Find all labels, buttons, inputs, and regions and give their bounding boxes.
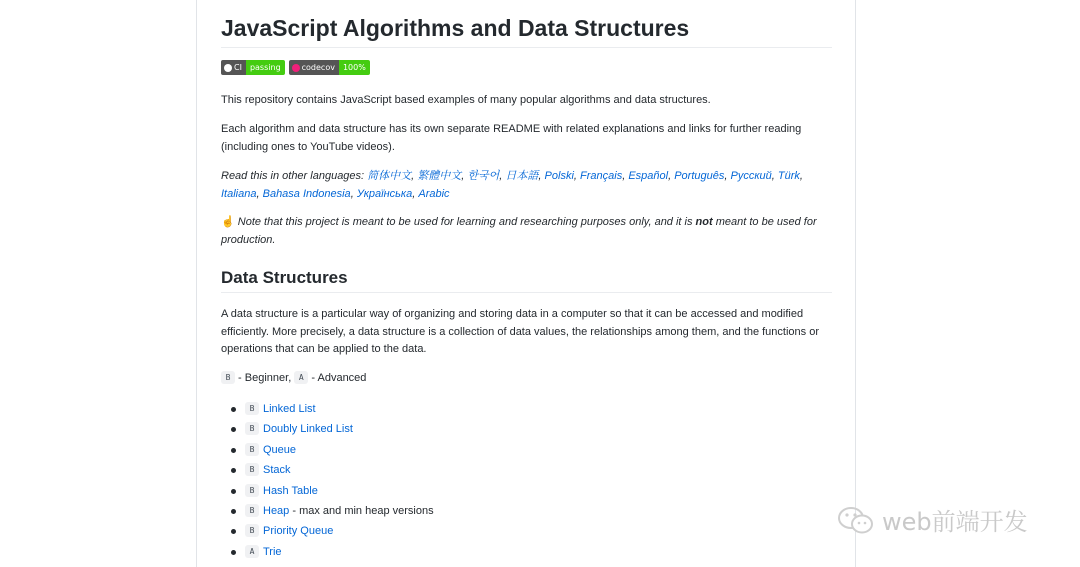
language-link[interactable]: Русский bbox=[730, 170, 772, 182]
bullet-icon bbox=[231, 448, 236, 453]
structure-link[interactable]: Heap bbox=[263, 504, 290, 517]
list-item bbox=[221, 542, 832, 562]
languages-prefix: Read this in other languages: bbox=[221, 170, 368, 182]
bullet-icon bbox=[231, 407, 236, 412]
structure-link[interactable]: Trie bbox=[263, 545, 282, 558]
bullet-icon bbox=[231, 550, 236, 555]
beginner-key: B bbox=[221, 371, 235, 384]
advanced-key: A bbox=[294, 371, 308, 384]
watermark bbox=[836, 502, 1028, 537]
language-separator: , bbox=[622, 170, 629, 182]
ci-badge-status: passing bbox=[246, 60, 285, 75]
structure-suffix: - max and min heap versions bbox=[289, 504, 434, 517]
level-legend bbox=[221, 370, 832, 388]
list-item bbox=[221, 521, 832, 541]
level-badge: A bbox=[245, 545, 259, 558]
language-separator: , bbox=[538, 170, 545, 182]
language-separator: , bbox=[724, 170, 731, 182]
ci-badge[interactable] bbox=[221, 60, 285, 75]
language-link[interactable]: Bahasa Indonesia bbox=[262, 187, 351, 200]
language-link[interactable]: 한국어 bbox=[467, 170, 500, 182]
level-badge: B bbox=[245, 402, 259, 415]
data-structures-list bbox=[221, 399, 832, 562]
language-separator: , bbox=[411, 170, 418, 182]
ci-badge-label-part bbox=[221, 60, 246, 75]
language-separator: , bbox=[573, 170, 581, 182]
ci-badge-label: CI bbox=[234, 63, 242, 72]
language-separator: , bbox=[350, 187, 357, 200]
language-link[interactable]: 简体中文 bbox=[367, 170, 412, 182]
language-separator: , bbox=[256, 187, 263, 200]
section-description: A data structure is a particular way of organizing and storing data in a computer so that it can be accessed and modified efficiently. More precisely, a data structure is a collection of data values, the relationships among them, and the functions or operations that can be applied to the data. bbox=[221, 308, 819, 355]
codecov-badge[interactable] bbox=[289, 60, 370, 75]
structure-link[interactable]: Queue bbox=[263, 443, 297, 456]
language-link[interactable]: Türk bbox=[777, 170, 800, 182]
structure-link[interactable]: Priority Queue bbox=[263, 525, 334, 538]
language-link[interactable]: 日本語 bbox=[505, 170, 539, 182]
note-bold: not bbox=[695, 216, 713, 228]
advanced-text: - Advanced bbox=[308, 372, 367, 384]
structure-link[interactable]: Stack bbox=[263, 464, 291, 477]
language-link[interactable]: Português bbox=[674, 170, 725, 182]
wechat-icon bbox=[836, 505, 876, 535]
note-before: Note that this project is meant to be used for learning and researching purposes only, and it is bbox=[234, 216, 696, 228]
pointing-hand-icon: ☝ bbox=[221, 216, 235, 228]
codecov-icon bbox=[292, 64, 300, 72]
list-item bbox=[221, 440, 832, 460]
language-separator: , bbox=[799, 170, 803, 182]
language-separator: , bbox=[771, 170, 778, 182]
bullet-icon bbox=[231, 427, 236, 432]
bullet-icon bbox=[231, 529, 236, 534]
structure-link[interactable]: Linked List bbox=[263, 403, 316, 415]
structure-link[interactable]: Hash Table bbox=[263, 484, 318, 497]
language-link[interactable]: Arabic bbox=[418, 187, 450, 200]
language-link[interactable]: Italiana bbox=[221, 187, 257, 200]
level-badge: B bbox=[245, 524, 259, 537]
language-link[interactable]: Français bbox=[580, 170, 623, 182]
language-link[interactable]: Polski bbox=[544, 170, 574, 182]
language-separator: , bbox=[461, 170, 468, 182]
list-item bbox=[221, 481, 832, 501]
structure-link[interactable]: Doubly Linked List bbox=[263, 423, 353, 436]
list-item bbox=[221, 501, 832, 521]
level-badge: B bbox=[245, 504, 259, 517]
bullet-icon bbox=[231, 489, 236, 494]
codecov-badge-label-part bbox=[289, 60, 339, 75]
level-badge: B bbox=[245, 422, 259, 435]
list-item bbox=[221, 460, 832, 480]
github-icon bbox=[224, 64, 232, 72]
bullet-icon bbox=[231, 468, 236, 473]
language-link[interactable]: Español bbox=[628, 170, 669, 182]
language-link[interactable]: 繁體中文 bbox=[417, 170, 462, 182]
watermark-text: web前端开发 bbox=[882, 508, 1028, 536]
bullet-icon bbox=[231, 509, 236, 514]
readme-note-text: Each algorithm and data structure has its own separate README with related explanations and links for further reading (including ones to YouTube videos). bbox=[221, 123, 802, 153]
language-separator: , bbox=[412, 187, 419, 200]
note-after: meant to be used for production. bbox=[221, 216, 817, 246]
codecov-badge-label: codecov bbox=[301, 63, 335, 72]
production-note bbox=[221, 214, 832, 249]
languages-line bbox=[221, 168, 832, 203]
level-badge: B bbox=[245, 484, 259, 497]
list-item bbox=[221, 419, 832, 439]
language-separator: , bbox=[668, 170, 675, 182]
language-link[interactable]: Українська bbox=[356, 187, 413, 200]
codecov-badge-status: 100% bbox=[339, 60, 370, 75]
badges-row bbox=[221, 60, 370, 75]
page-title: JavaScript Algorithms and Data Structures bbox=[221, 13, 832, 48]
readme-card bbox=[196, 0, 856, 567]
level-badge: B bbox=[245, 443, 259, 456]
section-title: Data Structures bbox=[221, 266, 832, 293]
level-badge: B bbox=[245, 463, 259, 476]
beginner-text: - Beginner, bbox=[235, 372, 295, 384]
intro-text: This repository contains JavaScript based examples of many popular algorithms and data structures. bbox=[221, 94, 711, 106]
list-item bbox=[221, 399, 832, 419]
language-separator: , bbox=[499, 170, 506, 182]
